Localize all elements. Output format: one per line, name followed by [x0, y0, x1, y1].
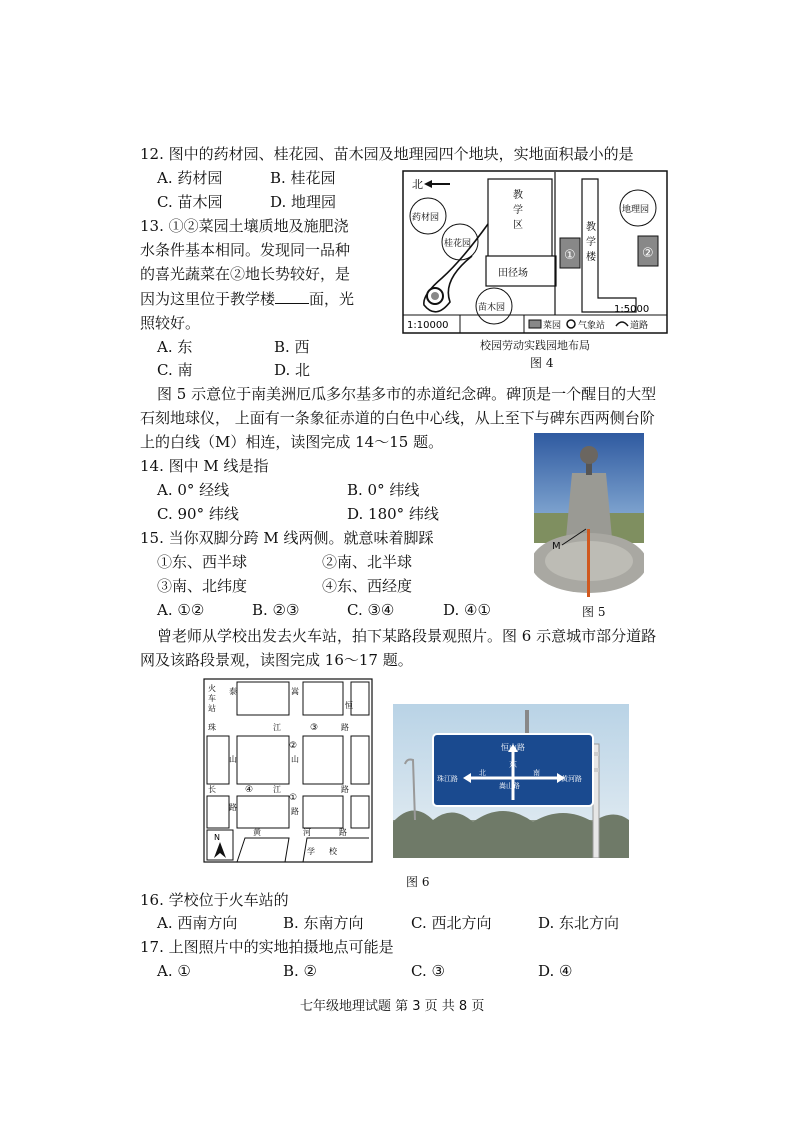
- q14-option-b[interactable]: B. 0° 纬线: [347, 481, 420, 499]
- q16-option-b[interactable]: B. 东南方向: [283, 914, 364, 932]
- fig4-scale-right: 1:5000: [614, 304, 650, 315]
- q16-option-c[interactable]: C. 西北方向: [411, 914, 492, 932]
- fig6-station-2: 车: [208, 694, 216, 703]
- fig6-caption: 图 6: [406, 875, 430, 889]
- q15-option-d[interactable]: D. ④①: [443, 601, 491, 619]
- fig6-block: [207, 736, 229, 784]
- fig6-block: [351, 682, 369, 715]
- q14-option-a[interactable]: A. 0° 经线: [157, 481, 230, 499]
- fig5-equator-line: [587, 529, 590, 597]
- fig4-legend-station: [567, 320, 575, 328]
- q17-option-d[interactable]: D. ④: [538, 962, 573, 980]
- fig4-plot-1-label: ①: [564, 248, 576, 263]
- q17-option-b[interactable]: B. ②: [283, 962, 318, 980]
- q17-option-c[interactable]: C. ③: [411, 962, 445, 980]
- fig4-legend-plot: [529, 320, 541, 328]
- fig6-lu5: 路: [339, 828, 347, 837]
- fig6-mark1: ①: [289, 793, 298, 803]
- fig4-weather-station-inner: [431, 292, 439, 300]
- fig4-north-label: 北: [412, 178, 423, 191]
- intro5-line2: 石刻地球仪， 上面有一条象征赤道的白色中心线，从上至下与碑东西两侧台阶: [140, 409, 655, 427]
- fig6-tai: 泰: [229, 687, 237, 696]
- fig6-station-3: 站: [208, 704, 216, 713]
- figure6-photo: [393, 704, 629, 858]
- fig6-xue: 学: [307, 847, 315, 856]
- fig5-m-label: M: [552, 541, 561, 552]
- q13-line3: 的喜光蔬菜在②地长势较好，是: [140, 265, 351, 283]
- q16-option-a[interactable]: A. 西南方向: [157, 914, 238, 932]
- fig6-he: 河: [303, 828, 311, 837]
- fig6-block: [237, 796, 289, 828]
- fig4-tb-3: 楼: [586, 252, 596, 263]
- fig6-block: [351, 796, 369, 828]
- fig4-legend-station-label: 气象站: [578, 321, 606, 331]
- q13-option-b[interactable]: B. 西: [274, 338, 310, 356]
- q15-item-1: ①东、西半球: [157, 553, 248, 571]
- page-footer: 七年级地理试题 第 3 页 共 8 页: [300, 999, 485, 1014]
- fig4-tb-2: 学: [586, 237, 596, 248]
- fig4-tz-3: 区: [513, 220, 523, 231]
- q14-option-c[interactable]: C. 90° 纬线: [157, 505, 239, 523]
- fig4-legend-plot-label: 菜园: [543, 321, 562, 331]
- q13-line4-b: 面，光: [309, 290, 355, 308]
- q15-option-c[interactable]: C. ③④: [347, 601, 395, 619]
- fig4-caption: 图 4: [530, 356, 554, 370]
- q17-stem: 17. 上图照片中的实地拍摄地点可能是: [140, 938, 394, 956]
- fig4-tz-2: 学: [513, 205, 523, 216]
- fig4-scale-left: 1:10000: [407, 320, 449, 331]
- fig6-north-label: N: [214, 833, 220, 842]
- fig6-sign-north: 北: [479, 769, 486, 777]
- fig6-block: [237, 682, 289, 715]
- fig6-lu4: 路: [291, 807, 299, 816]
- fig6-lu1: 路: [341, 723, 349, 732]
- intro5-line3: 上的白线（M）相连，读图完成 14～15 题。: [140, 433, 444, 451]
- fig6-jiang2: 江: [273, 785, 281, 794]
- fig6-block: [303, 682, 343, 715]
- fig6-block: [303, 796, 343, 828]
- fig6-block: [207, 796, 229, 828]
- fig6-sign-top: 恒山路: [501, 743, 525, 752]
- fig4-track-label: 田径场: [498, 268, 528, 279]
- q16-stem: 16. 学校位于火车站的: [140, 891, 289, 909]
- q13-option-d[interactable]: D. 北: [274, 361, 311, 379]
- fig6-lu2: 路: [341, 785, 349, 794]
- q17-option-a[interactable]: A. ①: [157, 962, 191, 980]
- fig6-mark3: ③: [310, 723, 319, 733]
- q16-option-d[interactable]: D. 东北方向: [538, 914, 620, 932]
- intro6-line2: 网及该路段景观，读图完成 16～17 题。: [140, 651, 413, 669]
- q15-option-b[interactable]: B. ②③: [252, 601, 300, 619]
- q12-option-b[interactable]: B. 桂花园: [270, 169, 336, 187]
- q15-stem: 15. 当你双脚分跨 M 线两侧。就意味着脚踩: [140, 529, 434, 547]
- q13-line4: [140, 289, 354, 309]
- fig6-block: [351, 736, 369, 784]
- fig4-osmanthus-label: 桂花园: [444, 239, 472, 249]
- fig6-shan: 山: [229, 755, 237, 764]
- fig6-shan2: 山: [291, 755, 299, 764]
- fig6-song: 嵩: [291, 687, 299, 696]
- fig6-block: [303, 736, 343, 784]
- fig6-sign-left: 珠江路: [437, 775, 458, 783]
- fig4-nursery-label: 苗木园: [478, 303, 506, 313]
- q13-line5: 照较好。: [140, 314, 201, 332]
- q15-item-2: ②南、北半球: [322, 553, 413, 571]
- fig6-jiang: 江: [273, 723, 281, 732]
- fig4-plot-2-label: ②: [642, 246, 654, 261]
- fig4-medicine-label: 药材园: [412, 213, 440, 223]
- fig4-title: 校园劳动实践园地布局: [480, 339, 590, 352]
- fig4-tb-1: 教: [586, 222, 596, 233]
- q15-item-3: ③南、北纬度: [157, 577, 248, 595]
- fig6-lu3: 路: [229, 803, 237, 812]
- q15-option-a[interactable]: A. ①②: [157, 601, 205, 619]
- q13-line1: 13. ①②菜园土壤质地及施肥浇: [140, 217, 349, 235]
- fig6-xiao: 校: [329, 847, 337, 856]
- fig4-legend-road-label: 道路: [630, 321, 649, 331]
- figure5-photo: [534, 433, 644, 597]
- q13-option-c[interactable]: C. 南: [157, 361, 193, 379]
- fig6-zhu: 珠: [208, 723, 216, 732]
- fig6-huang: 黄: [253, 828, 261, 837]
- q15-item-4: ④东、西经度: [322, 577, 413, 595]
- q13-option-a[interactable]: A. 东: [157, 338, 193, 356]
- fig6-station-1: 火: [208, 684, 216, 693]
- fig6-sign-south: 南: [533, 769, 540, 777]
- figure6-road-map: [203, 678, 373, 863]
- fig6-sign-mid: 嵩山路: [499, 782, 520, 790]
- intro6-line1: 曾老师从学校出发去火车站，拍下某路段景观照片。图 6 示意城市部分道路: [157, 627, 657, 645]
- q12-option-c[interactable]: C. 苗木园: [157, 193, 223, 211]
- figure4-map: [402, 170, 668, 334]
- q12-stem: 12. 图中的药材园、桂花园、苗木园及地理园四个地块，实地面积最小的是: [140, 145, 634, 163]
- q12-option-a[interactable]: A. 药材园: [157, 169, 223, 187]
- fig5-caption: 图 5: [582, 605, 606, 619]
- q14-stem: 14. 图中 M 线是指: [140, 457, 269, 475]
- fig6-chang: 长: [208, 785, 216, 794]
- fig6-heng: 恒: [345, 701, 353, 710]
- fig6-mark4: ④: [245, 785, 254, 795]
- fig6-sign-right: 黄河路: [561, 775, 582, 783]
- q13-answer-blank[interactable]: [275, 289, 309, 304]
- fig6-sign-east: 东: [509, 760, 517, 769]
- q14-option-d[interactable]: D. 180° 纬线: [347, 505, 439, 523]
- fig6-mark2: ②: [289, 741, 298, 751]
- fig6-block: [237, 736, 289, 784]
- intro5-line1: 图 5 示意位于南美洲厄瓜多尔基多市的赤道纪念碑。碑顶是一个醒目的大型: [157, 385, 657, 403]
- fig4-tz-1: 教: [513, 190, 523, 201]
- q12-option-d[interactable]: D. 地理园: [270, 193, 337, 211]
- q13-line2: 水条件基本相同。发现同一品种: [140, 241, 351, 259]
- fig5-monument: [566, 473, 612, 538]
- q13-line4-a: 因为这里位于教学楼: [140, 290, 276, 308]
- fig4-geo-label: 地理园: [622, 205, 650, 215]
- fig5-globe: [580, 446, 598, 464]
